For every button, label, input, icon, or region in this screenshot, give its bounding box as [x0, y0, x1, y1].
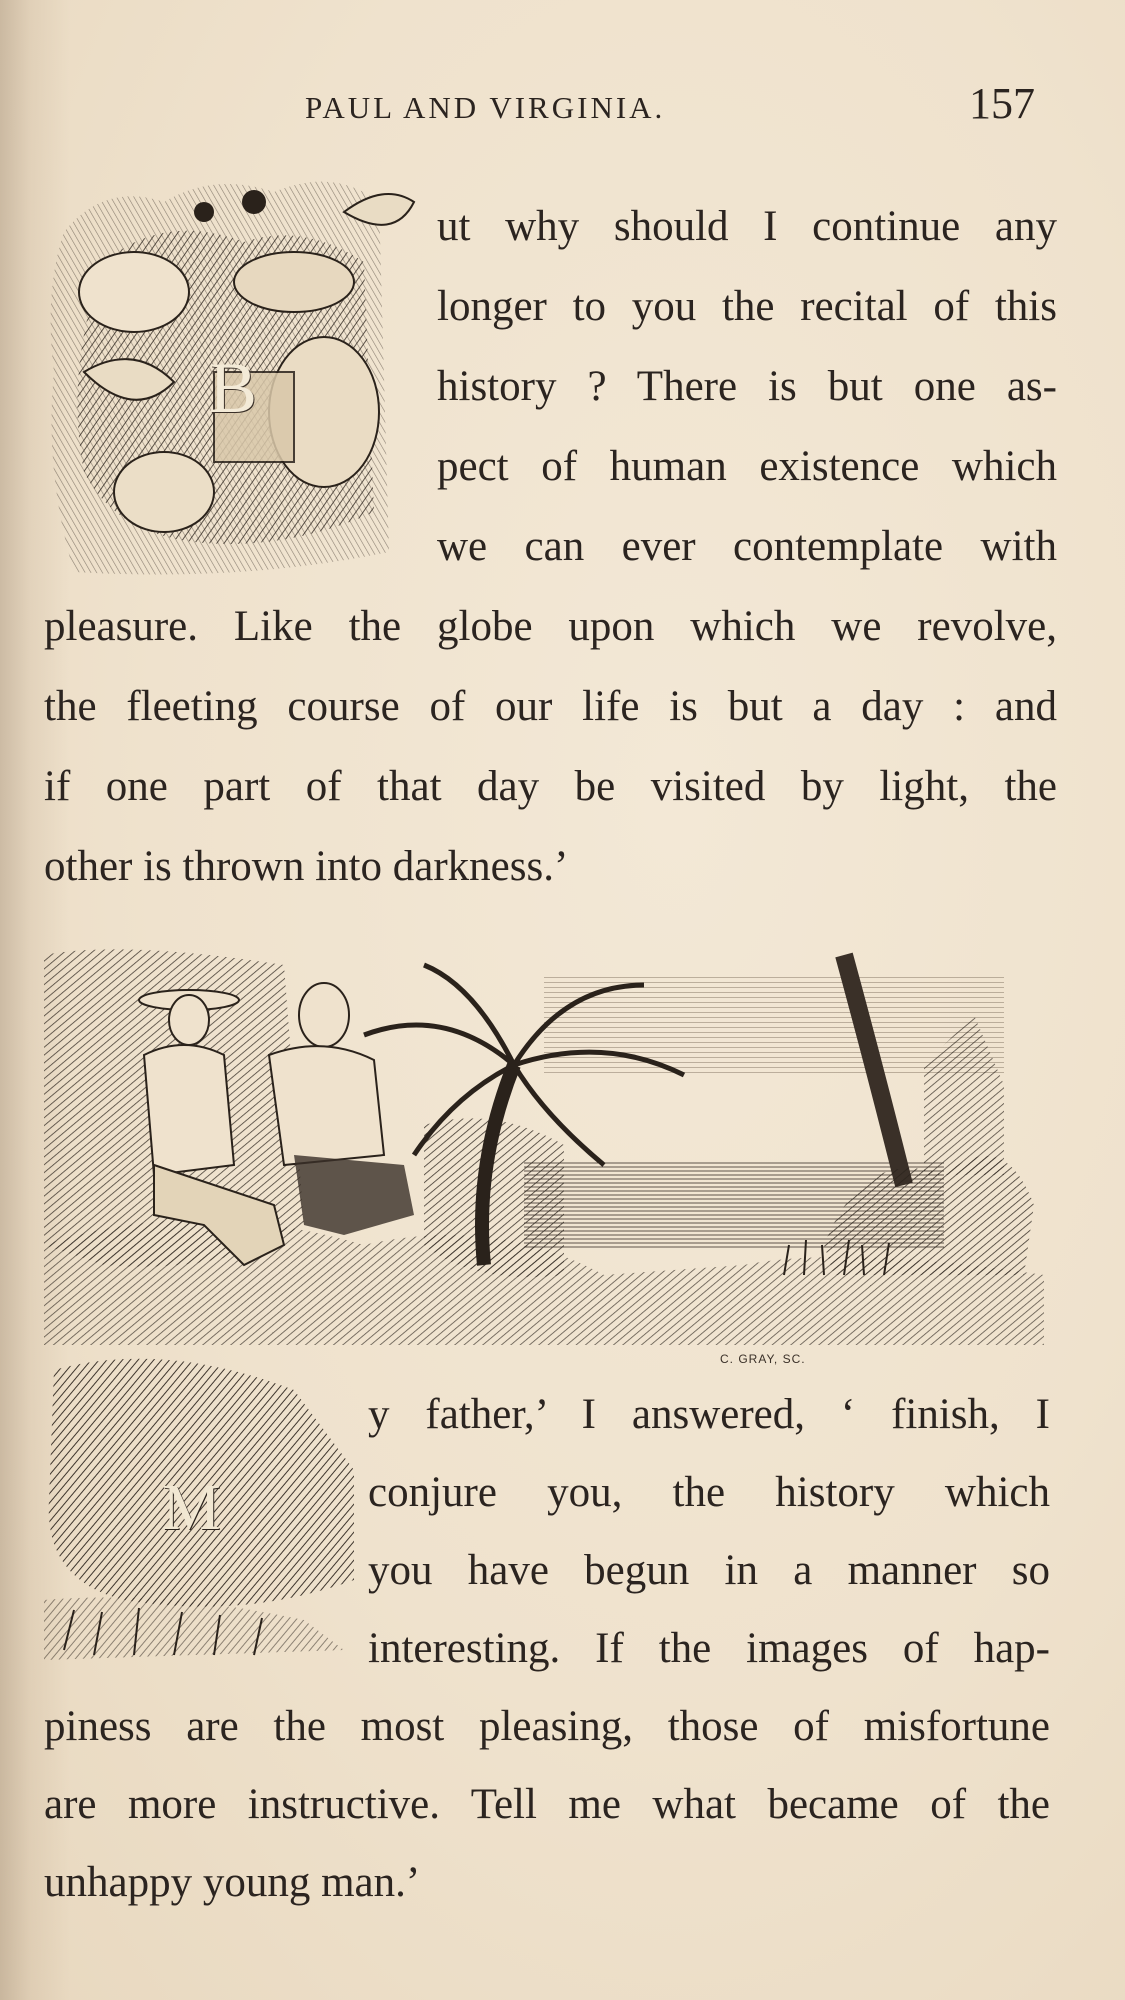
dropcap-letter-b: B	[209, 348, 258, 428]
text-line: pleasure. Like the globe upon which we revolve,	[44, 603, 1057, 650]
text-line: longer to you the recital of this	[437, 283, 1057, 330]
text-line: you have begun in a manner so	[368, 1547, 1050, 1594]
text-line: ut why should I continue any	[437, 203, 1057, 250]
text-line: y father,’ I answered, ‘ finish, I	[368, 1391, 1050, 1438]
running-title: PAUL AND VIRGINIA.	[305, 90, 666, 125]
dropcap-letter-m: M	[162, 1471, 221, 1544]
text-line: pect of human existence which	[437, 443, 1057, 490]
text-line: if one part of that day be visited by light, the	[44, 763, 1057, 810]
text-line: are more instructive. Tell me what became of the	[44, 1781, 1050, 1828]
engraver-signature: C. GRAY, SC.	[720, 1352, 806, 1366]
rock-grass-illustration-icon	[44, 1350, 364, 1670]
text-line: interesting. If the images of hap-	[368, 1625, 1050, 1672]
text-line: other is thrown into darkness.’	[44, 843, 569, 890]
text-line: we can ever contemplate with	[437, 523, 1057, 570]
two-men-seaside-palms-engraving-icon	[44, 945, 1044, 1366]
text-line: conjure you, the history which	[368, 1469, 1050, 1516]
text-line: history ? There is but one as-	[437, 363, 1057, 410]
page-number: 157	[969, 79, 1035, 128]
text-line: the fleeting course of our life is but a day : and	[44, 683, 1057, 730]
page-header	[305, 78, 1055, 128]
text-line: piness are the most pleasing, those of misfortune	[44, 1703, 1050, 1750]
foliage-fruit-illustration-icon	[44, 172, 429, 592]
text-line: unhappy young man.’	[44, 1859, 421, 1906]
